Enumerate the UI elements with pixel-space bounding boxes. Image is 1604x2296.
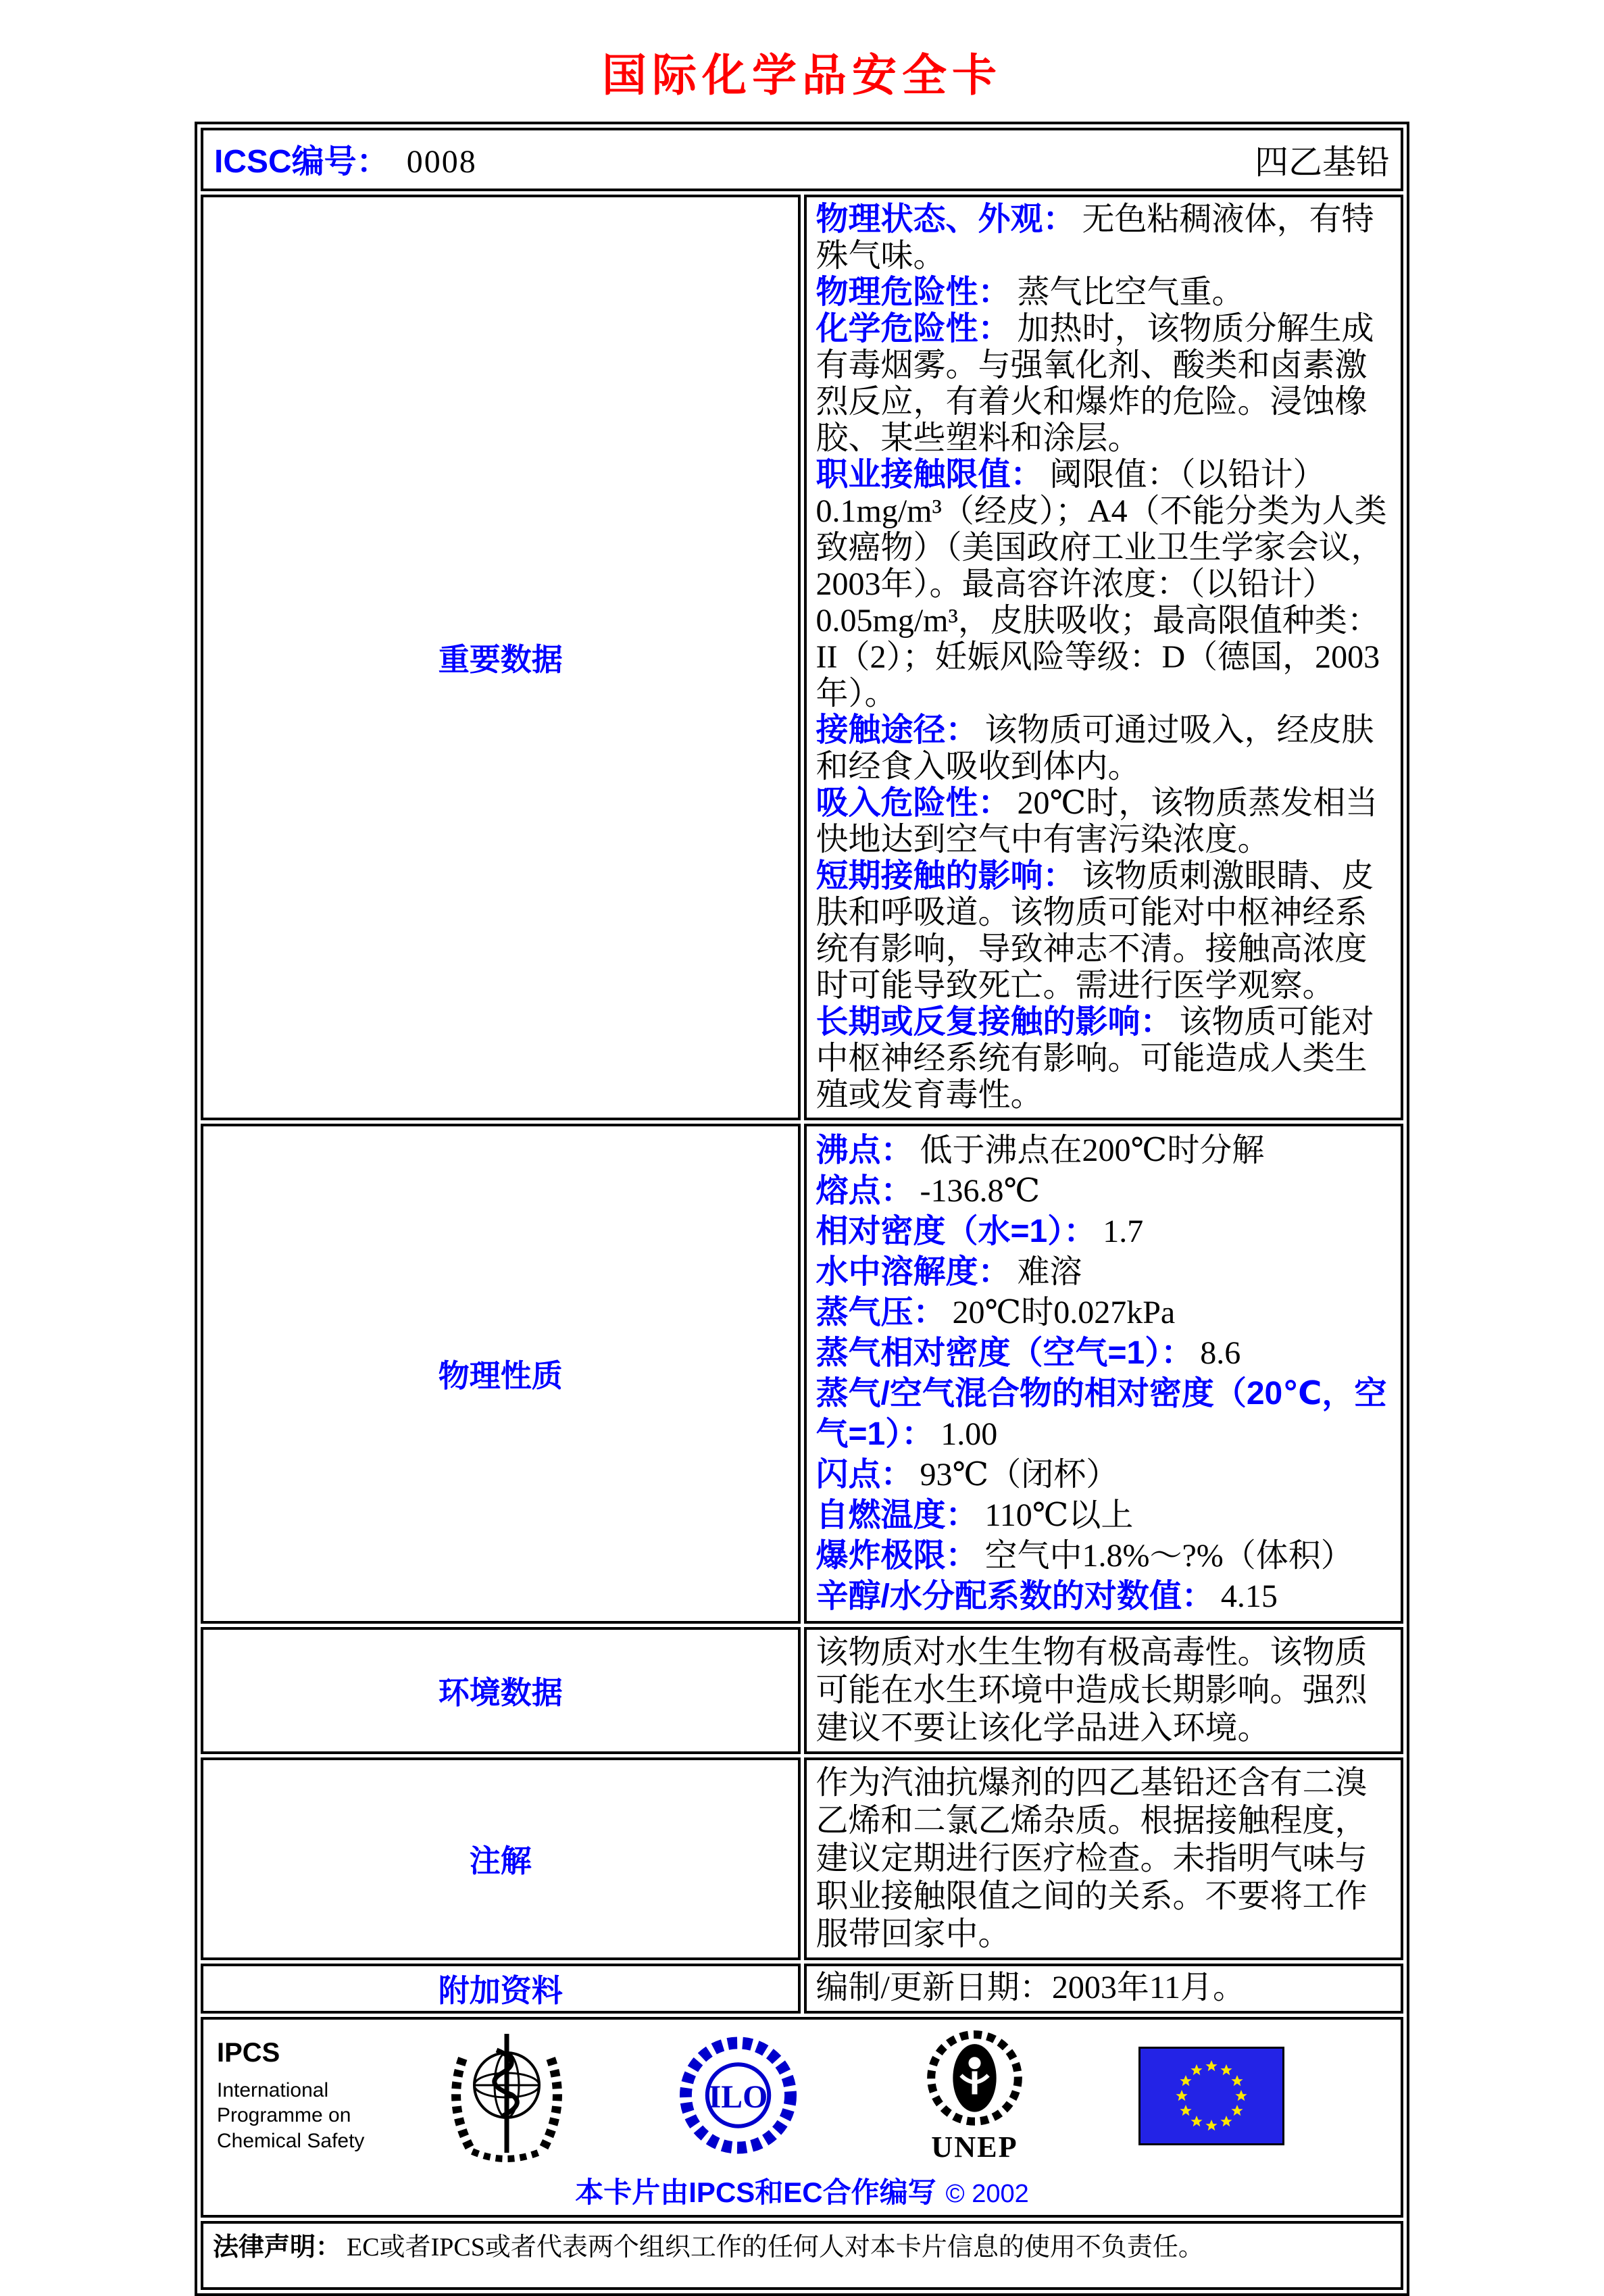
who-logo-icon (443, 2028, 571, 2164)
environment-row (201, 1627, 1403, 1754)
icsc-card-table (195, 122, 1409, 2296)
field-long-term-effects: 长期或反复接触的影响： 该物质可能对中枢神经系统有影响。可能造成人类生殖或发育毒性。 (816, 1004, 1374, 1113)
field-vapor-pressure: 蒸气压： 20℃时0.027kPa (816, 1295, 1176, 1330)
footer-copyright: © 2002 (945, 2180, 1029, 2208)
footer-caption-text: 本卡片由IPCS和EC合作编写 (575, 2176, 936, 2208)
field-short-term-effects: 短期接触的影响： 该物质刺激眼睛、皮肤和呼吸道。该物质可能对中枢神经系统有影响，导致神志不清。接触高浓度时可能导致死亡。需进行医学观察。 (816, 858, 1374, 1003)
field-autoignition-temp: 自燃温度： 110℃以上 (816, 1497, 1134, 1533)
footer-cell (201, 2017, 1403, 2218)
important-data-row-label: 重要数据 (201, 195, 801, 1120)
field-flash-point: 闪点： 93℃（闭杯） (816, 1457, 1119, 1493)
field-vapor-density: 蒸气相对密度（空气=1）： 8.6 (816, 1335, 1241, 1371)
ipcs-title: IPCS (217, 2037, 280, 2068)
important-data-content (804, 195, 1404, 1120)
footer-row (201, 2017, 1403, 2218)
notes-row (201, 1757, 1403, 1960)
field-octanol-water: 辛醇/水分配系数的对数值： 4.15 (816, 1578, 1278, 1614)
icsc-number-label: ICSC编号： (214, 144, 389, 180)
field-physical-state: 物理状态、外观： 无色粘稠液体，有特殊气味。 (816, 201, 1374, 274)
additional-info-row-label: 附加资料 (201, 1964, 801, 2014)
unep-logo-icon (912, 2026, 1037, 2165)
field-physical-danger: 物理危险性： 蒸气比空气重。 (816, 274, 1245, 310)
field-chemical-danger: 化学危险性： 加热时，该物质分解生成有毒烟雾。与强氧化剂、酸类和卤素激烈反应，有着火和爆炸的危险。浸蚀橡胶、某些塑料和涂层。 (816, 311, 1374, 456)
additional-info-content: 编制/更新日期：2003年11月。 (804, 1964, 1404, 2014)
eu-flag-icon (1138, 2047, 1284, 2145)
physical-properties-content (804, 1124, 1404, 1624)
logos-row (213, 2024, 1391, 2165)
physical-properties-row (201, 1124, 1403, 1624)
legal-cell (201, 2221, 1403, 2290)
legal-label: 法律声明： (213, 2233, 342, 2262)
environment-content: 该物质对水生生物有极高毒性。该物质可能在水生环境中造成长期影响。强烈建议不要让该化学品进入环境。 (804, 1627, 1404, 1754)
ilo-logo-icon (679, 2032, 797, 2160)
unep-logo-text: UNEP (931, 2130, 1018, 2164)
page-title: 国际化学品安全卡 (602, 50, 1002, 100)
header-row (201, 128, 1403, 191)
additional-info-row (201, 1964, 1403, 2014)
field-boiling-point: 沸点： 低于沸点在200℃时分解 (816, 1132, 1265, 1168)
legal-row (201, 2221, 1403, 2290)
header-cell (201, 128, 1403, 191)
footer-caption (213, 2170, 1391, 2211)
field-explosive-limits: 爆炸极限： 空气中1.8%～?%（体积） (816, 1538, 1353, 1574)
field-water-solubility: 水中溶解度： 难溶 (816, 1254, 1082, 1290)
chemical-name: 四乙基铅 (1255, 143, 1390, 181)
field-vapor-air-density: 蒸气/空气混合物的相对密度（20℃，空气=1）： 1.00 (816, 1376, 1387, 1452)
field-exposure-routes: 接触途径： 该物质可通过吸入，经皮肤和经食入吸收到体内。 (816, 712, 1374, 784)
field-inhalation-risk: 吸入危险性： 20℃时，该物质蒸发相当快地达到空气中有害污染浓度。 (816, 785, 1378, 857)
field-occupational-limits: 职业接触限值： 阈限值：（以铅计）0.1mg/m³（经皮）；A4（不能分类为人类致癌物）（美国政府工业卫生学家会议，2003年）。最高容许浓度：（以铅计）0.05mg/m³，皮肤吸收；最高限值种类：II（2）；妊娠风险等级：D（德国，2003年）。 (816, 457, 1387, 712)
notes-content: 作为汽油抗爆剂的四乙基铅还含有二溴乙烯和二氯乙烯杂质。根据接触程度，建议定期进行医疗检查。未指明气味与职业接触限值之间的关系。不要将工作服带回家中。 (804, 1757, 1404, 1960)
legal-text: EC或者IPCS或者代表两个组织工作的任何人对本卡片信息的使用不负责任。 (347, 2233, 1204, 2262)
ipcs-text-block: IPCS International Programme on Chemical Safety (217, 2038, 420, 2154)
ilo-logo-text: ILO (708, 2078, 768, 2115)
physical-properties-row-label: 物理性质 (201, 1124, 801, 1624)
icsc-number-value: 0008 (406, 144, 477, 180)
environment-row-label: 环境数据 (201, 1627, 801, 1754)
important-data-row (201, 195, 1403, 1120)
field-relative-density: 相对密度（水=1）： 1.7 (816, 1214, 1144, 1249)
notes-row-label: 注解 (201, 1757, 801, 1960)
field-melting-point: 熔点： -136.8℃ (816, 1173, 1041, 1209)
